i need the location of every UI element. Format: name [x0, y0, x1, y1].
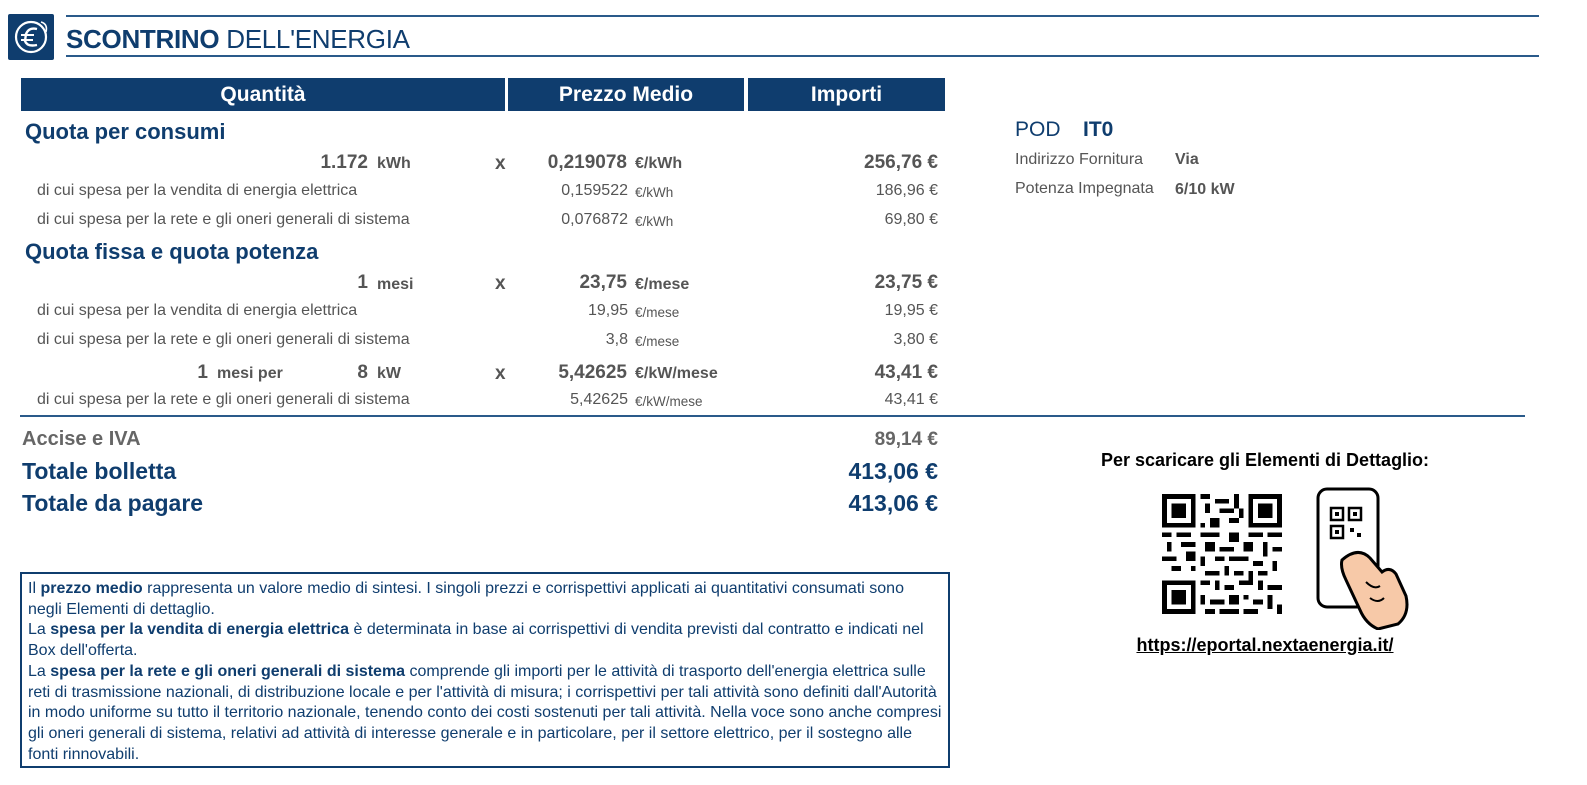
info-paragraph-prezzo-medio: Il prezzo medio rappresenta un valore medio di sintesi. I singoli prezzi e corrispettivi applicati ai quantitativi consumati sono negli Elementi di dettaglio.	[28, 580, 904, 618]
power-value: 6/10 kW	[1175, 181, 1235, 198]
accise-label: Accise e IVA	[22, 428, 141, 450]
qr-code-icon[interactable]	[1162, 494, 1282, 614]
potenza-row-rete-unit: €/kW/mese	[635, 394, 703, 409]
fissa-qty: 1	[357, 272, 368, 293]
consumi-row-vendita-price: 0,159522	[561, 182, 628, 199]
fissa-row-rete-label: di cui spesa per la rete e gli oneri generali di sistema	[37, 331, 410, 348]
phone-scan-icon	[1312, 486, 1412, 630]
fissa-row-rete-price: 3,8	[605, 331, 628, 348]
totals-divider	[20, 415, 1525, 417]
potenza-months-unit: mesi per	[217, 365, 283, 382]
potenza-amount: 43,41 €	[874, 362, 938, 383]
section-title-fissa: Quota fissa e quota potenza	[25, 239, 319, 264]
section-title-consumi: Quota per consumi	[25, 119, 226, 144]
consumi-qty-unit: kWh	[377, 155, 411, 172]
fissa-row-vendita-label: di cui spesa per la vendita di energia elettrica	[37, 302, 358, 319]
address-label: Indirizzo Fornitura	[1015, 151, 1144, 168]
info-paragraph-vendita: La spesa per la vendita di energia elettrica è determinata in base ai corrispettivi di vendita previsti dal contratto e indicati nel Box dell'offerta.	[28, 621, 924, 660]
totale-pagare-label: Totale da pagare	[22, 490, 204, 516]
consumi-price-unit: €/kWh	[635, 155, 683, 172]
totale-bolletta-amount: 413,06 €	[848, 458, 938, 484]
potenza-row-rete-label: di cui spesa per la rete e gli oneri generali di sistema	[37, 391, 410, 408]
fissa-row-rete-amount: 3,80 €	[893, 331, 938, 348]
potenza-times: x	[495, 363, 506, 384]
consumi-row-rete-unit: €/kWh	[635, 214, 674, 229]
consumi-row-rete-amount: 69,80 €	[884, 211, 938, 228]
consumi-amount: 256,76 €	[864, 152, 938, 173]
fissa-qty-unit: mesi	[377, 276, 414, 293]
eportal-link[interactable]: https://eportal.nextaenergia.it/	[1136, 635, 1394, 655]
fissa-row-vendita-unit: €/mese	[635, 305, 680, 320]
power-label: Potenza Impegnata	[1015, 180, 1154, 197]
consumi-row-rete-price: 0,076872	[561, 211, 628, 228]
column-header-importi: Importi	[748, 78, 945, 111]
consumi-row-vendita-amount: 186,96 €	[875, 182, 938, 199]
euro-leaf-icon	[8, 14, 54, 60]
info-box	[20, 572, 950, 768]
consumi-qty: 1.172	[320, 152, 368, 173]
potenza-price-unit: €/kW/mese	[635, 365, 718, 382]
potenza-row-rete-price: 5,42625	[570, 391, 628, 408]
fissa-row-vendita-price: 19,95	[587, 302, 628, 319]
fissa-row-vendita-amount: 19,95 €	[884, 302, 938, 319]
fissa-row-rete-unit: €/mese	[635, 334, 680, 349]
potenza-row-rete-amount: 43,41 €	[884, 391, 938, 408]
info-paragraph-rete: La spesa per la rete e gli oneri generali di sistema comprende gli importi per le attività di trasporto dell'energia elettrica sulle reti di trasmissione nazionali, di distribuzione locale e per l'attività di misura; i corrispettivi per tali attività sono definiti dall'Autorità in modo uniforme su tutto il territorio nazionale, tenendo conto dei costi sostenuti per tali attività. Nella voce sono anche compresi gli oneri generali di sistema, relativi ad attività di interesse generale e in particolare, per il settore elettrico, per il sostegno alle fonti rinnovabili.	[28, 662, 942, 763]
pod-label: POD	[1015, 118, 1061, 141]
potenza-months: 1	[197, 362, 208, 383]
consumi-price: 0,219078	[547, 152, 627, 173]
header-bottom-rule	[66, 55, 1539, 57]
potenza-price: 5,42625	[558, 362, 627, 383]
consumi-row-vendita-label: di cui spesa per la vendita di energia elettrica	[37, 182, 358, 199]
column-header-quantita: Quantità	[21, 78, 505, 111]
potenza-kw-unit: kW	[377, 365, 401, 382]
page-title: SCONTRINO DELL'ENERGIA	[66, 24, 410, 54]
consumi-times: x	[495, 153, 506, 174]
fissa-price-unit: €/mese	[635, 276, 690, 293]
pod-value: IT0	[1083, 118, 1114, 141]
header-top-rule	[66, 15, 1539, 17]
fissa-amount: 23,75 €	[874, 272, 938, 293]
accise-amount: 89,14 €	[874, 429, 938, 450]
totale-bolletta-label: Totale bolletta	[22, 458, 177, 484]
fissa-times: x	[495, 273, 506, 294]
qr-title: Per scaricare gli Elementi di Dettaglio:	[1100, 450, 1430, 470]
fissa-price: 23,75	[579, 272, 627, 293]
consumi-row-rete-label: di cui spesa per la rete e gli oneri generali di sistema	[37, 211, 410, 228]
address-value: Via	[1175, 151, 1199, 168]
potenza-kw: 8	[357, 362, 368, 383]
totale-pagare-amount: 413,06 €	[848, 490, 938, 516]
consumi-row-vendita-unit: €/kWh	[635, 185, 674, 200]
column-header-prezzo-medio: Prezzo Medio	[508, 78, 744, 111]
